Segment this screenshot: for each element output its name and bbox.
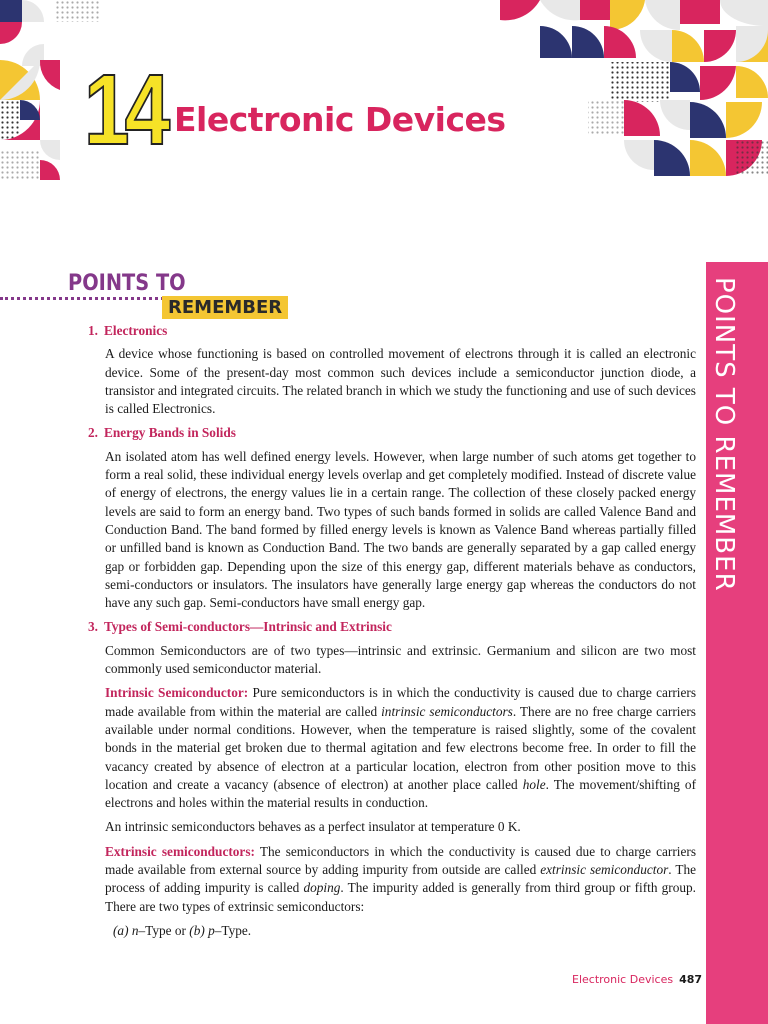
section-title bbox=[88, 322, 696, 340]
dotted-divider bbox=[0, 297, 170, 300]
insulator-note: An intrinsic semiconductors behaves as a perfect insulator at temperature 0 K. bbox=[105, 819, 521, 835]
section-title-text: Energy Bands in Solids bbox=[104, 425, 236, 441]
paragraph: A device whose functioning is based on controlled movement of electrons through it is called an electronic device. Some of the present-day most common such devices include a semiconductor junction diode, a transistor and integrated circuits. The related branch in which we study the functioning and use of such devices is called Electronics. bbox=[105, 346, 696, 417]
section-title bbox=[88, 618, 696, 636]
text: . There are no free charge carriers available under normal conditions. However, when the temperature is raised slightly, some of the covalent bonds in the material get broken due to thermal agitation and few electrons become free. In order to fill the vacancy created by absence of electron at a particular location, electron from other position move to this location and create a vacancy (absence of electron) at another place called bbox=[105, 703, 696, 792]
content-body bbox=[88, 322, 696, 946]
type-b-text: –Type. bbox=[214, 922, 252, 938]
intrinsic-paragraph bbox=[105, 684, 696, 812]
section-number: 1. bbox=[88, 323, 98, 338]
type-a-text: –Type or bbox=[138, 922, 190, 938]
chapter-number: 14 bbox=[84, 54, 166, 166]
type-b-label: (b) bbox=[189, 922, 205, 938]
type-a-label: (a) bbox=[113, 922, 129, 938]
section-number: 2. bbox=[88, 425, 98, 441]
extrinsic-label: Extrinsic semiconductors: bbox=[105, 843, 255, 859]
emphasis: doping bbox=[303, 880, 341, 896]
section-title bbox=[88, 424, 696, 442]
intrinsic-label: Intrinsic Semiconductor: bbox=[105, 685, 249, 701]
emphasis: extrinsic semiconductor bbox=[540, 862, 669, 878]
text: The semiconductors in which the conductivity is caused due to charge carriers made available from external source by adding impurity from outside are called bbox=[105, 843, 696, 878]
emphasis: intrinsic semiconductors bbox=[381, 703, 513, 719]
page-footer bbox=[572, 973, 702, 986]
type-b-letter: p bbox=[208, 922, 215, 938]
paragraph: Common Semiconductors are of two types—intrinsic and extrinsic. Germanium and silicon are two most commonly used semiconductor material. bbox=[105, 642, 696, 677]
page-number: 487 bbox=[679, 973, 703, 986]
extrinsic-paragraph bbox=[105, 843, 696, 916]
section-title-text: Types of Semi-conductors—Intrinsic and Extrinsic bbox=[104, 619, 392, 635]
text: . The movement/shifting of electrons and holes within the material results in conduction. bbox=[105, 776, 696, 811]
emphasis: hole bbox=[522, 776, 546, 792]
types-line bbox=[113, 922, 696, 940]
text: . The process of adding impurity is called bbox=[105, 862, 697, 896]
remember-banner: REMEMBER bbox=[162, 296, 288, 319]
side-tab-label: POINTS TO REMEMBER bbox=[709, 277, 739, 592]
section-title-text: Electronics bbox=[104, 323, 168, 338]
footer-title: Electronic Devices bbox=[572, 973, 674, 986]
paragraph: An isolated atom has well defined energy levels. However, when large number of such atoms get together to form a real solid, these individual energy levels overlap and get completely modified. Instead of discrete value of energy of electrons, the energy values lie in a certain range. The collection of these closely packed energy levels are said to form an energy band. Two types of such bands formed in solids are called Valence Band and Conduction Band. The band formed by filled energy levels is known as Valence Band whereas partially filled or unfilled band is known as Conduction Band. The two bands are generally separated by a gap called energy gap or forbidden gap. Depending upon the size of this energy gap, different materials behave as conductors, semi-conductors or insulators. The insulators have generally large energy gap whereas the conductors do not have any such gap. Semi-conductors have small energy gap. bbox=[105, 448, 696, 611]
points-heading: POINTS TO bbox=[68, 271, 186, 296]
text: . The impurity added is generally from third group or fifth group. There are two types of extrinsic semiconductors: bbox=[105, 880, 696, 914]
type-a-letter: n bbox=[131, 922, 139, 938]
decorative-pattern-right bbox=[500, 0, 768, 185]
text: Pure semiconductors is in which the conductivity is caused due to charge carriers made available from within the material are called bbox=[105, 685, 697, 719]
section-number: 3. bbox=[88, 619, 98, 635]
chapter-title: Electronic Devices bbox=[174, 100, 506, 139]
